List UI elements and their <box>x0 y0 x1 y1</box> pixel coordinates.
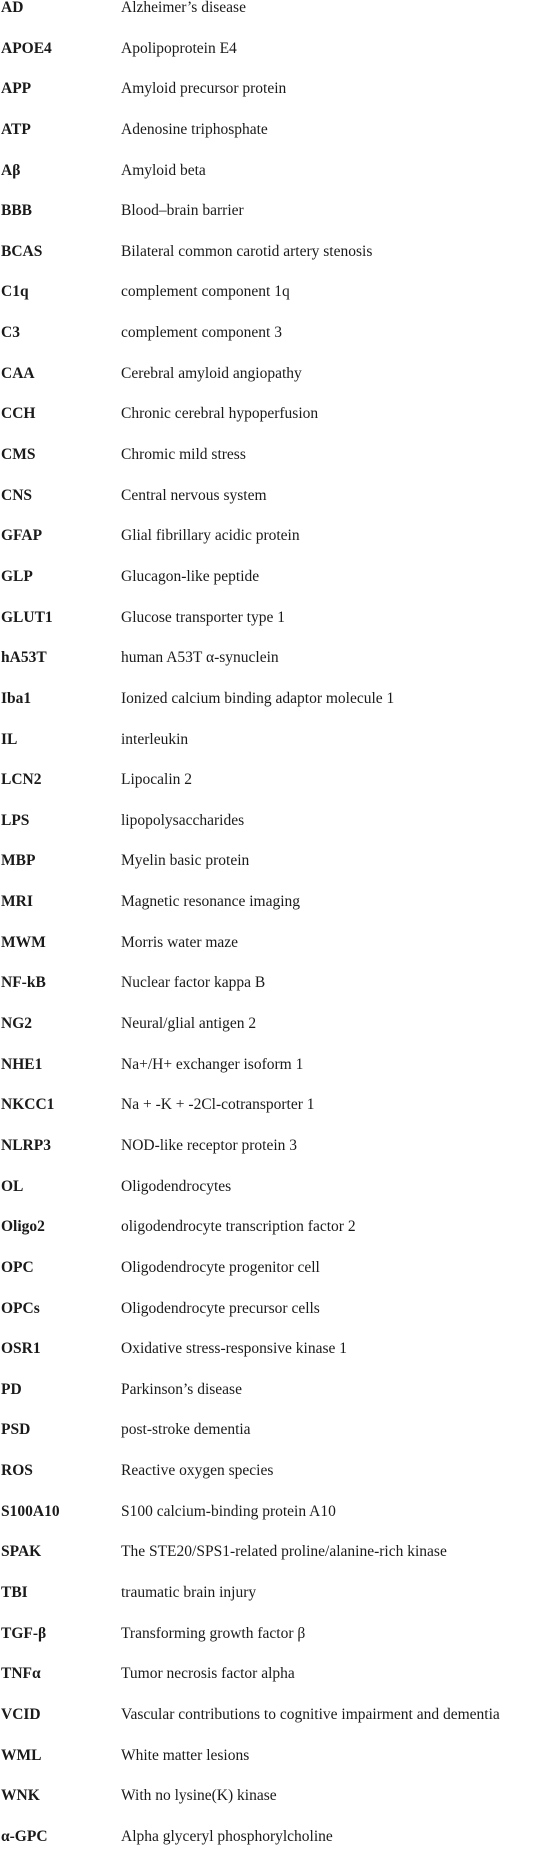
abbreviation-term: C3 <box>1 325 20 342</box>
abbreviation-term: GLP <box>1 568 33 585</box>
table-row <box>0 488 558 529</box>
abbreviation-definition: Central nervous system <box>121 487 267 504</box>
table-row <box>0 528 558 569</box>
abbreviation-term: MWM <box>1 934 46 951</box>
table-row <box>0 447 558 488</box>
abbreviation-definition: Myelin basic protein <box>121 853 250 870</box>
abbreviation-definition: lipopolysaccharides <box>121 812 245 829</box>
abbreviation-term: TNFα <box>1 1666 41 1683</box>
abbreviation-term: C1q <box>1 284 29 301</box>
abbreviation-definition: Apolipoprotein E4 <box>121 40 237 57</box>
abbreviation-definition: Cerebral amyloid angiopathy <box>121 365 302 382</box>
abbreviation-term: AD <box>1 0 24 16</box>
abbreviation-term: NKCC1 <box>1 1097 55 1114</box>
abbreviation-term: BBB <box>1 203 33 220</box>
abbreviation-term: MRI <box>1 894 33 911</box>
abbreviation-term: LPS <box>1 812 30 829</box>
abbreviation-term: IL <box>1 731 18 748</box>
abbreviation-definition: Glucose transporter type 1 <box>121 609 285 626</box>
abbreviation-definition: Oligodendrocyte precursor cells <box>121 1300 320 1317</box>
abbreviation-term: OSR1 <box>1 1341 41 1358</box>
table-row <box>0 1504 558 1545</box>
abbreviation-definition: With no lysine(K) kinase <box>121 1788 277 1805</box>
abbreviation-term: hA53T <box>1 650 47 667</box>
abbreviation-term: CNS <box>1 487 33 504</box>
table-row <box>0 406 558 447</box>
abbreviation-definition: oligodendrocyte transcription factor 2 <box>121 1219 356 1236</box>
table-row <box>0 41 558 82</box>
table-row <box>0 203 558 244</box>
table-row <box>0 569 558 610</box>
abbreviation-definition: White matter lesions <box>121 1747 250 1764</box>
abbreviation-definition: post-stroke dementia <box>121 1422 251 1439</box>
abbreviation-definition: Blood–brain barrier <box>121 203 244 220</box>
table-row <box>0 1260 558 1301</box>
abbreviation-definition: Ionized calcium binding adaptor molecule 1 <box>121 690 395 707</box>
abbreviation-definition: Glial fibrillary acidic protein <box>121 528 300 545</box>
abbreviation-term: APOE4 <box>1 40 52 57</box>
table-row <box>0 853 558 894</box>
abbreviation-definition: Oligodendrocyte progenitor cell <box>121 1259 320 1276</box>
table-row <box>0 772 558 813</box>
table-row <box>0 366 558 407</box>
abbreviation-definition: Transforming growth factor β <box>121 1625 306 1642</box>
table-row <box>0 1016 558 1057</box>
abbreviation-definition: Lipocalin 2 <box>121 772 193 789</box>
abbreviation-term: NF-kB <box>1 975 46 992</box>
table-row <box>0 1585 558 1626</box>
abbreviation-term: LCN2 <box>1 772 42 789</box>
table-row <box>0 894 558 935</box>
abbreviation-definition: Glucagon-like peptide <box>121 568 260 585</box>
abbreviation-term: TBI <box>1 1584 28 1601</box>
table-row <box>0 1666 558 1707</box>
abbreviation-definition: Bilateral common carotid artery stenosis <box>121 243 373 260</box>
abbreviation-term: SPAK <box>1 1544 42 1561</box>
abbreviation-term: WML <box>1 1747 42 1764</box>
table-row <box>0 691 558 732</box>
abbreviation-term: NHE1 <box>1 1056 43 1073</box>
abbreviation-term: GFAP <box>1 528 43 545</box>
abbreviation-term: WNK <box>1 1788 40 1805</box>
abbreviation-definition: human A53T α-synuclein <box>121 650 279 667</box>
abbreviation-term: ATP <box>1 121 31 138</box>
abbreviation-definition: Vascular contributions to cognitive impairment and dementia <box>121 1706 500 1723</box>
table-row <box>0 1707 558 1748</box>
table-row <box>0 732 558 773</box>
table-row <box>0 1748 558 1789</box>
abbreviation-term: PD <box>1 1381 22 1398</box>
abbreviation-term: CMS <box>1 447 36 464</box>
table-row <box>0 1382 558 1423</box>
abbreviation-term: Oligo2 <box>1 1219 45 1236</box>
abbreviation-definition: Amyloid beta <box>121 162 206 179</box>
abbreviation-definition: Na + -K + -2Cl-cotransporter 1 <box>121 1097 315 1114</box>
table-row <box>0 244 558 285</box>
abbreviation-definition: The STE20/SPS1-related proline/alanine-rich kinase <box>121 1544 447 1561</box>
table-row <box>0 163 558 204</box>
abbreviation-definition: complement component 3 <box>121 325 282 342</box>
abbreviation-definition: Oligodendrocytes <box>121 1178 232 1195</box>
table-row <box>0 650 558 691</box>
table-row <box>0 81 558 122</box>
abbreviation-definition: S100 calcium-binding protein A10 <box>121 1503 336 1520</box>
abbreviation-term: CCH <box>1 406 36 423</box>
abbreviation-term: APP <box>1 81 32 98</box>
table-row <box>0 975 558 1016</box>
abbreviation-term: VCID <box>1 1706 41 1723</box>
table-row <box>0 0 558 41</box>
abbreviation-definition: Chromic mild stress <box>121 447 246 464</box>
table-row <box>0 1219 558 1260</box>
abbreviation-definition: Chronic cerebral hypoperfusion <box>121 406 319 423</box>
abbreviation-term: NG2 <box>1 1016 32 1033</box>
abbreviation-definition: Nuclear factor kappa B <box>121 975 266 992</box>
abbreviation-definition: Parkinson’s disease <box>121 1381 242 1398</box>
table-row <box>0 1057 558 1098</box>
table-row <box>0 1422 558 1463</box>
abbreviation-term: OPCs <box>1 1300 40 1317</box>
table-row <box>0 1626 558 1667</box>
abbreviation-definition: Tumor necrosis factor alpha <box>121 1666 295 1683</box>
abbreviation-definition: interleukin <box>121 731 189 748</box>
table-row <box>0 1341 558 1382</box>
table-row <box>0 1097 558 1138</box>
abbreviation-term: ROS <box>1 1463 33 1480</box>
abbreviation-term: TGF-β <box>1 1625 47 1642</box>
table-row <box>0 1463 558 1504</box>
abbreviation-definition: Amyloid precursor protein <box>121 81 287 98</box>
abbreviation-term: PSD <box>1 1422 31 1439</box>
abbreviation-definition: Adenosine triphosphate <box>121 121 268 138</box>
abbreviation-term: Iba1 <box>1 690 32 707</box>
abbreviation-definition: Na+/H+ exchanger isoform 1 <box>121 1056 304 1073</box>
abbreviation-definition: NOD-like receptor protein 3 <box>121 1137 298 1154</box>
abbreviation-term: OL <box>1 1178 24 1195</box>
table-row <box>0 122 558 163</box>
abbreviation-definition: Oxidative stress-responsive kinase 1 <box>121 1341 347 1358</box>
abbreviation-term: GLUT1 <box>1 609 53 626</box>
abbreviation-definition: complement component 1q <box>121 284 290 301</box>
table-row <box>0 935 558 976</box>
table-row <box>0 1301 558 1342</box>
abbreviation-term: α-GPC <box>1 1828 48 1845</box>
abbreviation-term: OPC <box>1 1259 34 1276</box>
abbreviation-term: BCAS <box>1 243 43 260</box>
abbreviation-definition: Alpha glyceryl phosphorylcholine <box>121 1828 333 1845</box>
table-row <box>0 325 558 366</box>
abbreviation-definition: Magnetic resonance imaging <box>121 894 301 911</box>
abbreviation-definition: Morris water maze <box>121 934 239 951</box>
table-row <box>0 1788 558 1829</box>
abbreviation-term: NLRP3 <box>1 1137 51 1154</box>
table-row <box>0 284 558 325</box>
abbreviation-term: Aβ <box>1 162 21 179</box>
abbreviation-definition: traumatic brain injury <box>121 1584 257 1601</box>
table-row <box>0 1138 558 1179</box>
abbreviation-definition: Neural/glial antigen 2 <box>121 1016 257 1033</box>
table-row <box>0 1179 558 1220</box>
table-row <box>0 813 558 854</box>
abbreviation-definition: Alzheimer’s disease <box>121 0 246 16</box>
table-row <box>0 1829 558 1869</box>
abbreviation-definition: Reactive oxygen species <box>121 1463 274 1480</box>
abbreviation-term: MBP <box>1 853 36 870</box>
abbreviation-term: CAA <box>1 365 35 382</box>
abbreviation-term: S100A10 <box>1 1503 60 1520</box>
table-row <box>0 610 558 651</box>
table-row <box>0 1544 558 1585</box>
